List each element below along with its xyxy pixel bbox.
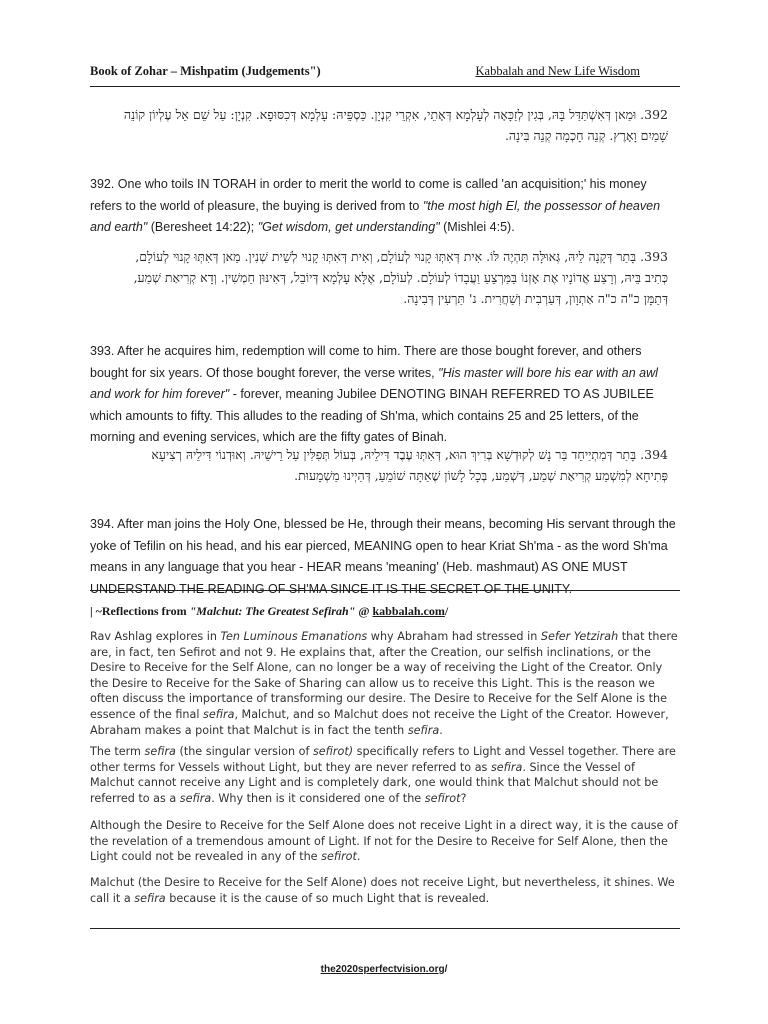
divider-top xyxy=(90,590,680,591)
reflection-paragraph-3 xyxy=(90,818,680,865)
reflection-paragraph-2 xyxy=(90,744,680,806)
italic-text-run: sefira xyxy=(179,791,212,805)
reflections-at: @ xyxy=(355,604,373,618)
footer-suffix: / xyxy=(444,964,448,975)
text-run: 392. One who toils IN TORAH in order to merit the world to come is called 'an acquisition;' his money refers to the world of pleasure, the buying is derived from to xyxy=(90,177,647,213)
book-title: Book of Zohar – Mishpatim (Judgements") xyxy=(90,64,321,78)
text-run: why Abraham had stressed in xyxy=(367,630,541,643)
text-run: that there are, in fact, ten Sefirot and not 9. He explains that, after the Creation, our selfish inclinations, or the Desire to Receive for the Self Alone, can no longer be a way of receiving the Light of the Creator. Only the Desire to Receive for the Sake of Sharing can allow us to receive this Light. This is the reason we often discuss the importance of transforming our desire. The Desire to Receive for the Self Alone is the essence of the final xyxy=(90,630,678,721)
italic-text-run: sefira xyxy=(490,760,523,774)
text-run: . xyxy=(356,850,361,864)
text-run: Although the Desire to Receive for the Self Alone does not receive Light in a direct way, it is the cause of the revelation of a tremendous amount of Light. If not for the Desire to Receive for Self Alone, then the Light could not be revealed in any of the xyxy=(90,819,678,864)
hebrew-paragraph-394: 394. בָּתַר דְּמִתְיַיחֵד בַּר נָשׁ לְקוּדְשָׁא בְּרִיךְ הוּא, דְּאִתְּוּ עֶבֶד דִּילֵיהּ, בְּעוֹל תְּפִלִּין עַל רֵישֵׁיהּ. וְאוּדְנוֹי דִּילֵיהּ רְצִיעָא פְּתִיחָא לְמִשְׁמַע קְרִיאַת שְׁמַע, דְּשְׁמַע, בְּכָל לָשׁוֹן שֶׁאַתָּה שׁוֹמֵעַ, דְּהַיְינוּ מַשְׁמָעוּת. xyxy=(151,447,668,483)
reflection-paragraph-1 xyxy=(90,629,680,738)
text-run: 394. After man joins the Holy One, blessed be He, through their means, becoming His servant through the yoke of Tefilin on his head, and his ear pierced, MEANING open to hear Kriat Sh'ma - as the word Sh'ma means in any language that you hear - HEAR means 'meaning' (Heb. mashmaut) AS ONE MUST UNDERSTAND THE READING OF SH'MA SINCE IT IS THE SECRET OF THE UNITY. xyxy=(90,517,676,596)
page-footer xyxy=(0,964,768,975)
text-run: , Malchut, and so Malchut does not receive the Light of the Creator. However, Abraham makes a point that Malchut is in fact the tenth xyxy=(90,707,669,737)
text-run: (Mishlei 4:5). xyxy=(439,220,515,234)
text-run: because it is the cause of so much Light that is revealed. xyxy=(165,891,490,905)
italic-text-run: sefira xyxy=(144,745,176,758)
italic-text-run: sefirot xyxy=(424,791,461,805)
text-run: - forever, meaning Jubilee DENOTING BINAH REFERRED TO AS JUBILEE which amounts to fifty. This alludes to the reading of Sh'ma, which contains 25 and 25 letters, of the morning and evening services, which are the fifty gates of Binah. xyxy=(90,387,654,444)
divider-bottom xyxy=(90,928,680,929)
reflections-prefix: | ~Reflections from xyxy=(90,604,190,618)
english-paragraph-394 xyxy=(90,514,680,600)
italic-text-run: Ten Luminous Emanations xyxy=(220,630,368,643)
reflections-article-title: "Malchut: The Greatest Sefirah" xyxy=(189,604,356,618)
reflections-heading xyxy=(90,604,448,619)
italic-text-run: sefirot) xyxy=(312,745,354,758)
reflections-suffix: / xyxy=(444,604,449,618)
text-run: (the singular version of xyxy=(175,745,313,758)
italic-text-run: sefira xyxy=(203,707,235,721)
italic-text-run: "Get wisdom, get understanding" xyxy=(257,220,440,234)
text-run: . Since the Vessel of Malchut cannot receive any Light and is completely dark, one would think that Malchut should not be referred to as a xyxy=(90,760,659,805)
footer-link[interactable]: the2020sperfectvision.org xyxy=(320,964,445,975)
english-paragraph-392 xyxy=(90,174,680,239)
hebrew-paragraph-393: 393. בָּתַר דְּקָנָה לֵיהּ, גְּאוּלָּה תִּהְיֶה לּוֹ. אִית דְּאִתְּוּ קָנוּי לְעוֹלָם, וְאִית דְּאִתְּוּ קָנוּי לְשֵׁית שְׁנִין. מַאן דְּאִתְּוּ קָנוּי לְעוֹלָם, כְּתִיב בֵּיהּ, וְרָצַע אֲדוֹנָיו אֶת אָזְנוֹ בַּמַּרְצֵעַ וַעֲבָדוֹ לְעוֹלָם. לְעוֹלָם, אֶלָּא עָלְמָא דְּיוֹבֵל, דְּאִינּוּן חַמְשִׁין. וְדָא קְרִיאַת שְׁמַע, דְּתַמָּן כ"ה כ"ה אַתְוָון, דְּעַרְבִית וְשַׁחֲרִית. נ' תַּרְעִין דְּבִינָה. xyxy=(133,249,668,306)
kabbalah-link[interactable]: kabbalah.com xyxy=(372,604,445,618)
text-run: ? xyxy=(460,791,467,805)
italic-text-run: "His master will bore his ear with an awl and work for him forever" xyxy=(90,365,658,401)
page-header xyxy=(90,64,680,87)
hebrew-paragraph-392: 392. וּמַאן דְּאִשְׁתַּדַּל בָּהּ, בְּגִין לְזַכָּאָה לְעָלְמָא דְּאָתֵי, אִקְרֵי קִנְיָן. כַּסְפֵּיהּ: עָלְמָא דְּכִסּוּפָא. קִנְיָן: עַל שֵׁם אֵל עֶלְיוֹן קוֹנֵה שָׁמַיִם וָאָרֶץ. קְנֵה חָכְמָה קְנֵה בִּינָה. xyxy=(123,107,668,143)
text-run: Malchut (the Desire to Receive for the Self Alone) does not receive Light, but nevertheless, it shines. We call it a xyxy=(90,876,675,905)
reflection-paragraph-4 xyxy=(90,875,680,906)
site-title: Kabbalah and New Life Wisdom xyxy=(475,64,640,78)
italic-text-run: sefira xyxy=(407,723,440,737)
text-run: . xyxy=(439,723,443,737)
italic-text-run: Sefer Yetzirah xyxy=(540,630,619,643)
text-run: The term xyxy=(90,745,145,758)
italic-text-run: sefira xyxy=(134,891,166,905)
italic-text-run: "the most high El, the possessor of heaven and earth" xyxy=(90,198,661,234)
text-run: . Why then is it considered one of the xyxy=(211,791,425,805)
text-run: (Beresheet 14:22); xyxy=(147,220,258,234)
text-run: specifically refers to Light and Vessel together. There are other terms for Vessels without Light, but they are never referred to as xyxy=(90,745,676,774)
english-paragraph-393 xyxy=(90,341,680,449)
italic-text-run: sefirot xyxy=(321,850,357,864)
text-run: Rav Ashlag explores in xyxy=(90,630,221,643)
text-run: 393. After he acquires him, redemption will come to him. There are those bought forever, and others bought for six years. Of those bought forever, the verse writes, xyxy=(90,344,642,380)
